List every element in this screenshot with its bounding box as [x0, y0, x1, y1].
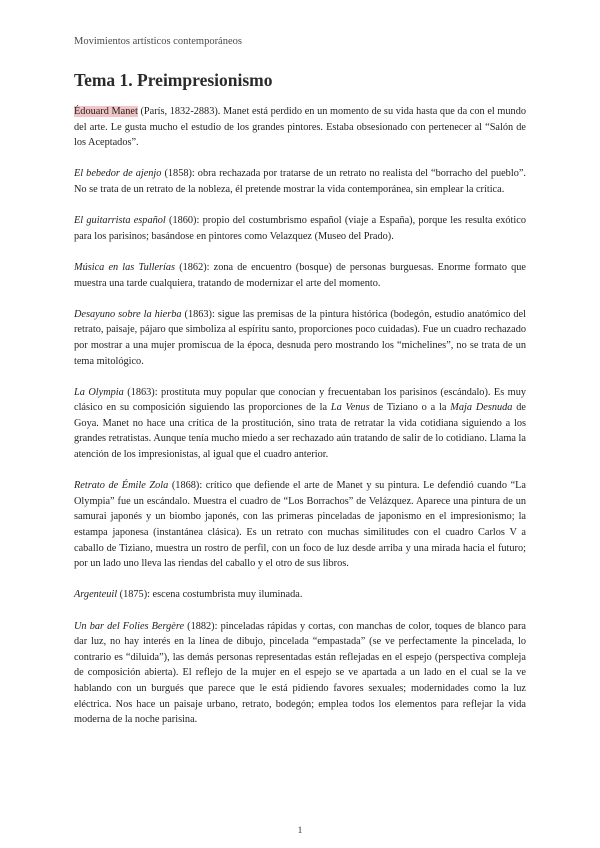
artwork-title: Un bar del Folies Bergère: [74, 620, 185, 632]
highlighted-name: Édouard Manet: [74, 106, 138, 117]
artwork-title: Música en las Tullerías: [74, 261, 176, 273]
running-header: Movimientos artísticos contemporáneos: [74, 36, 242, 47]
paragraph-text: (1858): obra rechazada por tratarse de un retrato no realista del “borracho del pueblo”. No se trata de un retrato de la nobleza, él pretende mostrar la vida contemporánea, sin emplear la crítica.: [74, 168, 526, 195]
paragraph: [74, 307, 526, 369]
paragraph: [74, 478, 526, 572]
paragraph-text: de Tiziano o a la: [369, 402, 451, 414]
artwork-title: Argenteuil: [74, 589, 118, 601]
paragraph: [74, 104, 526, 151]
paragraph-text: (1860): propio del costumbrismo español (viaje a España), porque les resulta exótico para los parisinos; basándose en pintores como Velazquez (Museo del Prado).: [74, 215, 527, 242]
section-title: Tema 1. Preimpresionismo: [74, 70, 273, 90]
paragraph: [74, 213, 526, 244]
paragraph-text: (1868): crítico que defiende el arte de Manet y su pintura. Le defendió cuando “La Olympia” fue un escándalo. Muestra el cuadro de “Los Borrachos” de Velázquez. Aparece una pintura de un samurai japonés y un biombo japonés, con las primeras pinceladas de japonismo en el impresionismo; la estampa japonesa (instantánea clásica). Es un retrato con muchas similitudes con el cuadro Carlos V a caballo de Tiziano, muestra un rostro de perfil, con un foco de luz desde arriba y una mirada hacia el futuro; por un lado uno lleva las riendas del caballo y el otro de sus libros.: [74, 480, 526, 570]
paragraph-text: (1882): pinceladas rápidas y cortas, con manchas de color, toques de blanco para dar luz, no hay interés en la línea de dibujo, pincelada “empastada” (se ve perfectamente la pincelada, lo contrario es “diluida”), las demás personas representadas están reflejadas en el espejo (perspectiva compleja de composición abierta). El reflejo de la mujer en el espejo se ve apartada a un lado en el cual se la ve hablando con un burgués que parece que le está pidiendo favores sexuales; modernidades como la luz eléctrica. Nos hace un paisaje urbano, retrato, bodegón; emplea todos los elementos para reflejar la vida moderna de la noche parisina.: [74, 620, 526, 726]
body-text: [74, 104, 526, 743]
paragraph-text: (1862): zona de encuentro (bosque) de personas burguesas. Enorme formato que muestra una tarde cualquiera, tratando de modernizar el arte del momento.: [74, 261, 526, 289]
page-number: 1: [297, 826, 303, 836]
paragraph: [74, 385, 526, 463]
artwork-title: El bebedor de ajenjo: [74, 168, 162, 180]
paragraph-text: (1875): escena costumbrista muy iluminada.: [117, 589, 303, 601]
paragraph: [74, 619, 526, 728]
artwork-title: La Olympia: [74, 386, 124, 398]
paragraph: [74, 587, 526, 603]
paragraph-text: (1863): sigue las premisas de la pintura histórica (bodegón, estudio anatómico del retrato, paisaje, pájaro que simboliza al espíritu santo, proporciones poco cuidadas). Fue un cuadro rechazado por mostrar a una mujer promiscua de la época, desnuda pero mostrando los “michelines”, no se trata de un tema mitológico.: [74, 308, 526, 367]
artwork-title: Retrato de Émile Zola: [74, 480, 169, 492]
paragraph: [74, 166, 526, 197]
paragraph: [74, 260, 526, 291]
paragraph-text: de Goya. Manet no hace una crítica de la prostitución, sino trata de retratar la vida cotidiana siguiendo a los grandes retratistas. Aunque tenía mucho miedo a ser rechazado aún tratando de salir de lo cotidiano. Llama la atención de los impresionistas, al igual que el cuadro anterior.: [74, 402, 526, 461]
paragraph-text: (París, 1832-2883). Manet está perdido en un momento de su vida hasta que da con el mundo del arte. Le gusta mucho el estudio de los grandes pintores. Estaba obsesionado con pertenecer al “Salón de los Aceptados”.: [74, 106, 527, 149]
artwork-title: La Venus: [330, 402, 370, 414]
paragraph-text: (1863): prostituta muy popular que conocían y frecuentaban los parisinos (escándalo). Es muy clásico en su composición siguiendo las proporciones de la: [74, 386, 526, 414]
artwork-title: Maja Desnuda: [450, 402, 513, 414]
artwork-title: Desayuno sobre la hierba: [74, 308, 182, 320]
artwork-title: El guitarrista español: [74, 215, 166, 227]
